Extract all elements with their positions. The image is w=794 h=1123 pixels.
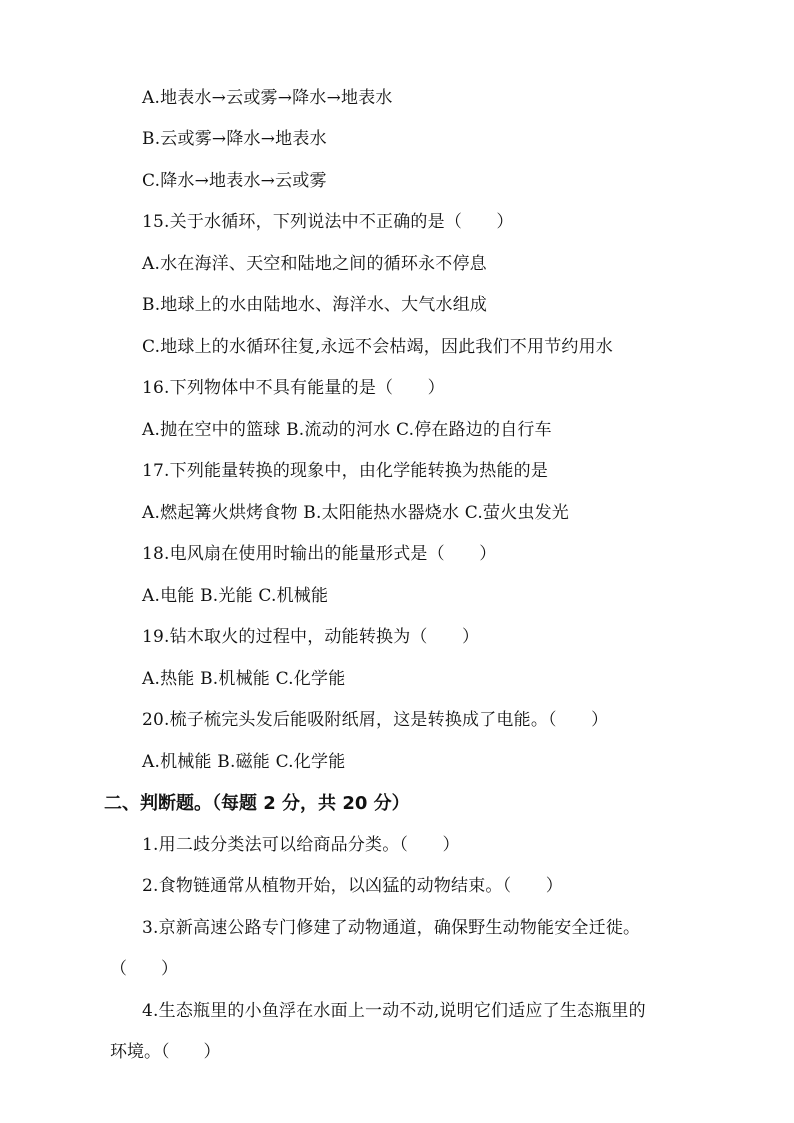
option-line: A.电能 B.光能 C.机械能 xyxy=(142,586,329,606)
option-line: B.云或雾→降水→地表水 xyxy=(142,129,327,149)
judge-item: 2.食物链通常从植物开始，以凶猛的动物结束。（ ） xyxy=(142,876,563,896)
judge-item: 4.生态瓶里的小鱼浮在水面上一动不动,说明它们适应了生态瓶里的 xyxy=(142,1001,646,1021)
option-line: C.地球上的水循环往复,永远不会枯竭，因此我们不用节约用水 xyxy=(142,337,614,357)
option-line: A.抛在空中的篮球 B.流动的河水 C.停在路边的自行车 xyxy=(142,420,552,440)
option-line: C.降水→地表水→云或雾 xyxy=(142,171,327,191)
judge-item-continuation: 环境。（ ） xyxy=(110,1042,221,1062)
judge-item: 1.用二歧分类法可以给商品分类。（ ） xyxy=(142,835,460,855)
question-line: 18.电风扇在使用时输出的能量形式是（ ） xyxy=(142,544,497,564)
judge-item: 3.京新高速公路专门修建了动物通道，确保野生动物能安全迁徙。 xyxy=(142,918,641,938)
option-line: A.热能 B.机械能 C.化学能 xyxy=(142,669,346,689)
question-line: 17.下列能量转换的现象中，由化学能转换为热能的是 xyxy=(142,461,549,481)
question-line: 19.钻木取火的过程中，动能转换为（ ） xyxy=(142,627,480,647)
option-line: A.燃起篝火烘烤食物 B.太阳能热水器烧水 C.萤火虫发光 xyxy=(142,503,569,523)
option-line: A.水在海洋、天空和陆地之间的循环永不停息 xyxy=(142,254,487,274)
judge-item-continuation: （ ） xyxy=(110,959,178,979)
question-line: 20.梳子梳完头发后能吸附纸屑，这是转换成了电能。（ ） xyxy=(142,710,609,730)
question-line: 15.关于水循环，下列说法中不正确的是（ ） xyxy=(142,212,514,232)
option-line: A.机械能 B.磁能 C.化学能 xyxy=(142,752,346,772)
section-title: 二、判断题。（每题 2 分，共 20 分） xyxy=(104,793,410,814)
option-line: B.地球上的水由陆地水、海洋水、大气水组成 xyxy=(142,295,488,315)
question-line: 16.下列物体中不具有能量的是（ ） xyxy=(142,378,445,398)
option-line: A.地表水→云或雾→降水→地表水 xyxy=(142,88,393,108)
